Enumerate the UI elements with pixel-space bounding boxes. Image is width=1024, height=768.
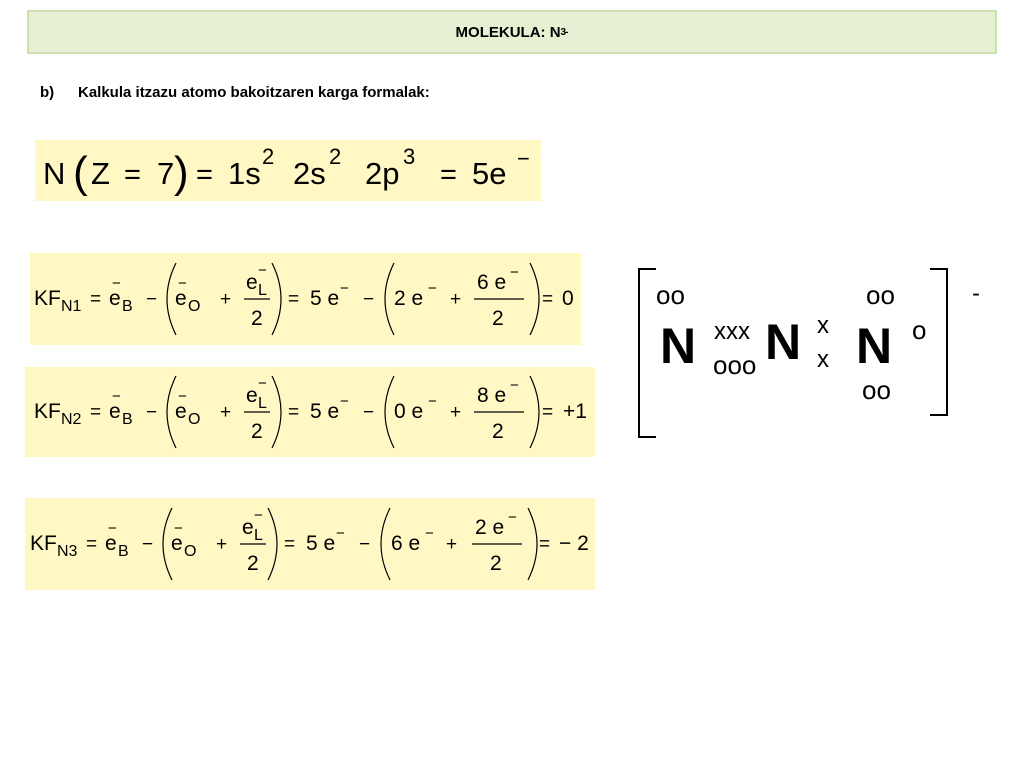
fraction-denominator-2: 2: [492, 420, 504, 443]
result-value: +1: [563, 400, 587, 423]
kf-subscript: N1: [61, 298, 82, 315]
equals-sign-3: =: [542, 402, 554, 423]
title-subscript: 3: [560, 26, 567, 38]
config-exponent-1: 2: [262, 144, 275, 169]
instruction-letter: b): [40, 84, 55, 101]
e-lone-bar: −: [258, 375, 267, 392]
e-lone: e: [246, 384, 258, 407]
value-b: 0 e: [394, 400, 424, 423]
config-z: Z: [91, 156, 110, 191]
config-eq-3: =: [440, 159, 457, 191]
e-bonding-bar: −: [108, 520, 117, 537]
lone-electron-right: o: [912, 315, 927, 345]
formula-n1: [30, 253, 581, 345]
e-lone-sub: L: [254, 527, 263, 544]
kf-label: KF: [30, 532, 57, 555]
value-a-charge: −: [340, 280, 349, 297]
open-paren: (: [73, 148, 88, 197]
numerator-b: 8 e: [477, 384, 507, 407]
value-b-charge: −: [425, 525, 434, 542]
numerator-b-charge: −: [508, 509, 517, 526]
slide-title-bar: [27, 10, 997, 54]
left-bracket: [639, 269, 656, 437]
lone-pair-top-1: oo: [656, 280, 685, 310]
e-bonding-sub: B: [118, 543, 129, 560]
config-orbital-2: 2s: [293, 156, 326, 191]
numerator-b: 6 e: [477, 271, 507, 294]
atom-n2: N: [765, 314, 802, 370]
atom-n1: N: [660, 318, 697, 374]
equals-sign: =: [90, 289, 102, 310]
lone-pair-bottom-3: oo: [862, 375, 891, 405]
e-other-sub: O: [184, 543, 197, 560]
e-lone-sub: L: [258, 282, 267, 299]
plus-sign-2: +: [446, 534, 458, 555]
formal-charge-equation-n2: [25, 367, 595, 457]
right-paren-1: [268, 508, 277, 580]
e-other-bar: −: [178, 388, 187, 405]
lewis-structure: [620, 255, 1020, 455]
e-lone-bar: −: [258, 262, 267, 279]
kf-label: KF: [34, 287, 61, 310]
minus-sign-2: −: [359, 534, 371, 555]
ion-charge: -: [972, 280, 980, 307]
e-bonding: e: [109, 400, 121, 423]
lewis-structure-diagram: [620, 255, 1020, 455]
right-paren-2: [530, 376, 539, 448]
lone-pair-top-3: oo: [866, 280, 895, 310]
instruction-text: Kalkula itzazu atomo bakoitzaren karga formalak:: [78, 84, 430, 101]
formula-n2: [25, 367, 595, 457]
value-b: 6 e: [391, 532, 421, 555]
plus-sign-2: +: [450, 402, 462, 423]
bond-o-electrons: ooo: [713, 350, 757, 380]
fraction-denominator: 2: [251, 420, 263, 443]
title-text: MOLEKULA: N: [455, 23, 561, 41]
config-atom: N: [43, 156, 66, 191]
e-bonding-sub: B: [122, 298, 133, 315]
e-bonding-bar: −: [112, 275, 121, 292]
equals-sign: =: [86, 534, 98, 555]
bond-x-electrons: xxx: [714, 318, 750, 345]
minus-sign: −: [146, 402, 158, 423]
e-other-sub: O: [188, 411, 201, 428]
e-other: e: [175, 287, 187, 310]
right-bracket: [930, 269, 947, 415]
e-bonding: e: [105, 532, 117, 555]
plus-sign: +: [220, 402, 232, 423]
numerator-b-charge: −: [510, 377, 519, 394]
e-other-bar: −: [178, 275, 187, 292]
config-charge: −: [517, 146, 530, 171]
equals-sign-2: =: [288, 402, 300, 423]
config-orbital-1: 1s: [228, 156, 261, 191]
result-value: 0: [562, 287, 574, 310]
config-exponent-3: 3: [403, 144, 416, 169]
config-orbital-3: 2p: [365, 156, 400, 191]
minus-sign-2: −: [363, 289, 375, 310]
numerator-b-charge: −: [510, 264, 519, 281]
title-superscript: -: [565, 26, 569, 38]
electron-configuration-formula: [35, 140, 541, 201]
result-value: − 2: [559, 532, 589, 555]
atom-n3: N: [856, 318, 893, 374]
e-bonding: e: [109, 287, 121, 310]
value-a-charge: −: [336, 525, 345, 542]
numerator-b: 2 e: [475, 516, 505, 539]
fraction-denominator: 2: [247, 552, 259, 575]
config-exponent-2: 2: [329, 144, 342, 169]
kf-label: KF: [34, 400, 61, 423]
plus-sign: +: [220, 289, 232, 310]
kf-subscript: N2: [61, 411, 82, 428]
equals-sign-3: =: [542, 289, 554, 310]
plus-sign: +: [216, 534, 228, 555]
equals-sign-3: =: [539, 534, 551, 555]
config-eq-1: =: [124, 159, 141, 191]
value-b-charge: −: [428, 280, 437, 297]
bond-x-bottom: x: [817, 346, 829, 373]
right-paren-2: [528, 508, 537, 580]
right-paren-1: [272, 263, 281, 335]
e-other: e: [171, 532, 183, 555]
fraction-denominator: 2: [251, 307, 263, 330]
electron-configuration-box: [35, 140, 541, 201]
e-lone-sub: L: [258, 395, 267, 412]
equals-sign: =: [90, 402, 102, 423]
instruction: [40, 84, 430, 101]
fraction-denominator-2: 2: [492, 307, 504, 330]
plus-sign-2: +: [450, 289, 462, 310]
left-paren-2: [381, 508, 390, 580]
kf-subscript: N3: [57, 543, 78, 560]
right-paren-2: [530, 263, 539, 335]
formula-n3: [25, 498, 595, 590]
value-a: 5 e: [310, 400, 340, 423]
e-lone: e: [242, 516, 254, 539]
minus-sign-2: −: [363, 402, 375, 423]
value-a-charge: −: [340, 393, 349, 410]
equals-sign-2: =: [288, 289, 300, 310]
e-other: e: [175, 400, 187, 423]
e-bonding-sub: B: [122, 411, 133, 428]
value-b-charge: −: [428, 393, 437, 410]
bond-x-top: x: [817, 312, 829, 339]
formal-charge-equation-n3: [25, 498, 595, 590]
left-paren-2: [385, 263, 394, 335]
formal-charge-equation-n1: [30, 253, 581, 345]
value-a: 5 e: [310, 287, 340, 310]
fraction-denominator-2: 2: [490, 552, 502, 575]
right-paren-1: [272, 376, 281, 448]
minus-sign: −: [146, 289, 158, 310]
close-paren: ): [174, 148, 189, 197]
config-z-value: 7: [157, 156, 175, 191]
value-a: 5 e: [306, 532, 336, 555]
e-other-bar: −: [174, 520, 183, 537]
e-lone-bar: −: [254, 507, 263, 524]
e-lone: e: [246, 271, 258, 294]
equals-sign-2: =: [284, 534, 296, 555]
value-b: 2 e: [394, 287, 424, 310]
left-paren-2: [385, 376, 394, 448]
minus-sign: −: [142, 534, 154, 555]
config-eq-2: =: [196, 159, 213, 191]
e-bonding-bar: −: [112, 388, 121, 405]
e-other-sub: O: [188, 298, 201, 315]
config-result: 5e: [472, 156, 507, 191]
